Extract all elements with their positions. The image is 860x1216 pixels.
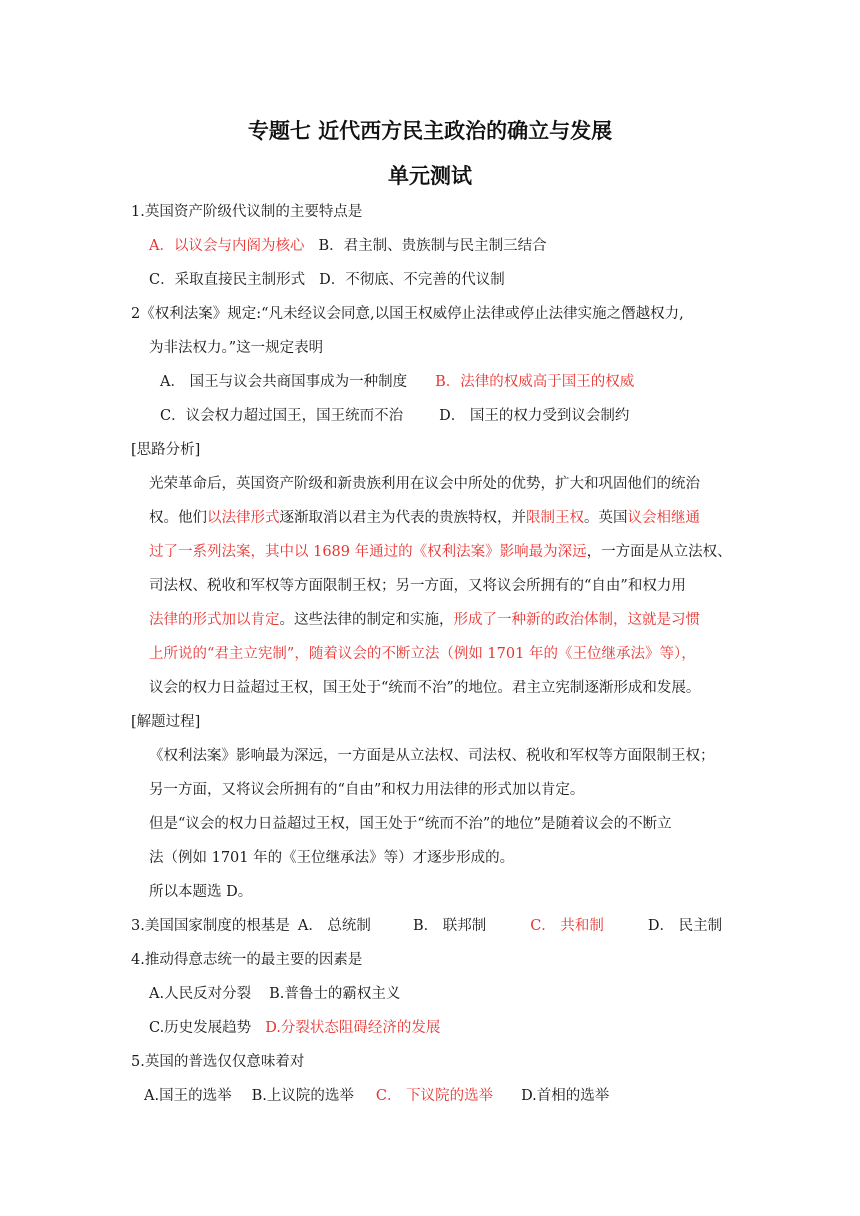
solution-line: 法（例如 1701 年的《王位继承法》等）才逐步形成的。 — [149, 850, 515, 866]
q4-option-c: C.历史发展趋势 — [149, 1020, 252, 1036]
analysis-line — [149, 542, 732, 562]
solution-heading: [解题过程] — [131, 714, 201, 730]
q2-option-a: A． 国王与议会共商国事成为一种制度 — [160, 374, 408, 390]
analysis-highlight-line: 上所说的“君主立宪制”，随着议会的不断立法（例如 1701 年的《王位继承法》等）， — [149, 646, 696, 662]
solution-line: 所以本题选 D。 — [149, 884, 253, 900]
analysis-line: 光荣革命后，英国资产阶级和新贵族利用在议会中所处的优势，扩大和巩固他们的统治 — [149, 476, 700, 492]
analysis-highlight: 限制王权 — [526, 510, 584, 526]
q3-option-c: C． 共和制 — [530, 918, 604, 934]
analysis-text: 。这些法律的制定和实施， — [279, 612, 454, 628]
analysis-text: 。英国 — [584, 510, 628, 526]
q1-stem: 1.英国资产阶级代议制的主要特点是 — [131, 204, 363, 220]
q3-stem: 3.美国国家制度的根基是 — [131, 918, 290, 934]
analysis-line — [149, 610, 700, 630]
q4-stem: 4.推动得意志统一的最主要的因素是 — [131, 952, 363, 968]
solution-line: 《权利法案》影响最为深远，一方面是从立法权、司法权、税收和军权等方面限制王权； — [149, 748, 715, 764]
analysis-text: ，一方面是从立法权、 — [586, 544, 732, 560]
analysis-text: 逐渐取消以君主为代表的贵族特权，并 — [279, 510, 526, 526]
q2-option-d: D． 国王的权力受到议会制约 — [439, 408, 630, 424]
q3-row — [131, 916, 722, 936]
q5-stem: 5.英国的普选仅仅意味着对 — [131, 1054, 305, 1070]
q4-options-row-1 — [149, 984, 400, 1004]
solution-line: 另一方面，又将议会所拥有的“自由”和权力用法律的形式加以肯定。 — [149, 782, 585, 798]
q5-option-d: D.首相的选举 — [521, 1088, 610, 1104]
q2-stem-line-1: 2《权利法案》规定:“凡未经议会同意,以国王权威停止法律或停止法律实施之僭越权力, — [131, 306, 684, 322]
analysis-heading: [思路分析] — [131, 442, 201, 458]
q1-option-d: D．不彻底、不完善的代议制 — [319, 272, 505, 288]
page-subtitle: 单元测试 — [388, 164, 472, 188]
q5-option-a: A.国王的选举 — [144, 1088, 232, 1104]
q4-option-d: D.分裂状态阻碍经济的发展 — [265, 1020, 441, 1036]
q3-option-b: B． 联邦制 — [412, 918, 487, 934]
q4-option-b: B.普鲁士的霸权主义 — [269, 986, 401, 1002]
q5-option-b: B.上议院的选举 — [251, 1088, 354, 1104]
q4-option-a: A.人民反对分裂 — [149, 986, 252, 1002]
q5-options-row — [144, 1086, 609, 1106]
analysis-highlight: 以法律形式 — [207, 510, 280, 526]
analysis-highlight: 法律的形式加以肯定 — [149, 612, 280, 628]
q5-option-c: C． 下议院的选举 — [375, 1088, 494, 1104]
q4-options-row-2 — [149, 1018, 440, 1038]
analysis-line: 司法权、税收和军权等方面限制王权；另一方面，又将议会所拥有的“自由”和权力用 — [149, 578, 686, 594]
q1-option-c: C．采取直接民主制形式 — [149, 272, 306, 288]
q1-options-row-2 — [149, 270, 505, 290]
page-title: 专题七 近代西方民主政治的确立与发展 — [247, 119, 613, 143]
q3-option-a: A． 总统制 — [297, 918, 371, 934]
q2-options-row-2 — [160, 406, 629, 426]
q2-option-b: B．法律的权威高于国王的权威 — [435, 374, 635, 390]
analysis-highlight: 过了一系列法案，其中以 1689 年通过的《权利法案》影响最为深远 — [149, 544, 587, 560]
analysis-text: 权。他们 — [149, 510, 207, 526]
analysis-line: 议会的权力日益超过王权，国王处于“统而不治”的地位。君主立宪制逐渐形成和发展。 — [149, 680, 701, 696]
q2-stem-line-2: 为非法权力。”这一规定表明 — [149, 340, 324, 356]
analysis-line — [149, 508, 700, 528]
analysis-highlight: 议会相继通 — [627, 510, 700, 526]
solution-line: 但是“议会的权力日益超过王权，国王处于“统而不治”的地位”是随着议会的不断立 — [149, 816, 672, 832]
q1-option-a: A．以议会与内阁为核心 — [149, 238, 305, 254]
analysis-highlight: 形成了一种新的政治体制，这就是习惯 — [453, 612, 700, 628]
q3-option-d: D． 民主制 — [647, 918, 723, 934]
q1-options-row-1 — [149, 236, 547, 256]
q2-option-c: C．议会权力超过国王，国王统而不治 — [160, 408, 404, 424]
q2-options-row-1 — [160, 372, 634, 392]
q1-option-b: B．君主制、贵族制与民主制三结合 — [318, 238, 547, 254]
